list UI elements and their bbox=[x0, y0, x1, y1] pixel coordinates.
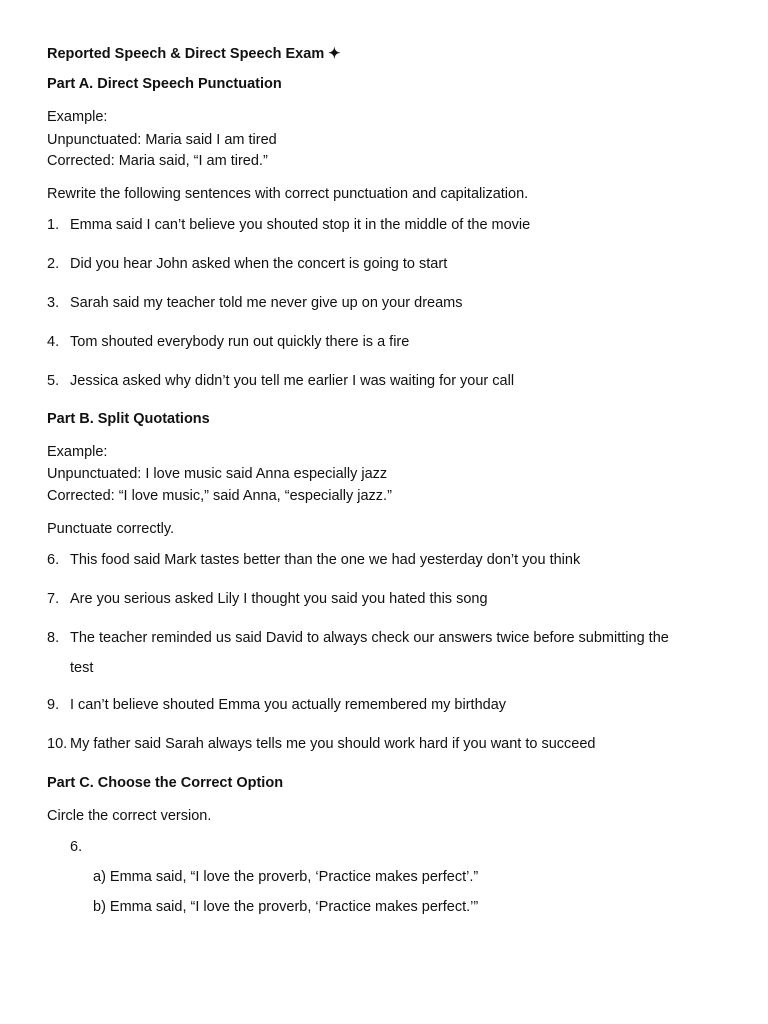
option-b: b) Emma said, “I love the proverb, ‘Practice makes perfect.’” bbox=[93, 899, 479, 915]
question-text: The teacher reminded us said David to always check our answers twice before submitting the bbox=[70, 630, 669, 646]
question-text: Jessica asked why didn’t you tell me earlier I was waiting for your call bbox=[70, 373, 515, 389]
question-number: 9. bbox=[47, 697, 60, 713]
part-c-heading: Part C. Choose the Correct Option bbox=[47, 775, 284, 791]
part-b-example-unpunctuated: Unpunctuated: I love music said Anna especially jazz bbox=[47, 466, 388, 482]
question-text: My father said Sarah always tells me you should work hard if you want to succeed bbox=[70, 736, 596, 752]
part-a-example-corrected: Corrected: Maria said, “I am tired.” bbox=[47, 153, 268, 169]
part-a-instruction: Rewrite the following sentences with correct punctuation and capitalization. bbox=[47, 186, 529, 202]
part-c-instruction: Circle the correct version. bbox=[47, 808, 212, 824]
option-a: a) Emma said, “I love the proverb, ‘Practice makes perfect’.” bbox=[93, 869, 479, 885]
question-text: Emma said I can’t believe you shouted stop it in the middle of the movie bbox=[70, 217, 531, 233]
question-number: 8. bbox=[47, 630, 60, 646]
question-text: Did you hear John asked when the concert is going to start bbox=[70, 256, 448, 272]
question-text: This food said Mark tastes better than the one we had yesterday don’t you think bbox=[70, 552, 581, 568]
part-a-example-label: Example: bbox=[47, 109, 108, 125]
part-b-heading: Part B. Split Quotations bbox=[47, 411, 210, 427]
part-a-example-unpunctuated: Unpunctuated: Maria said I am tired bbox=[47, 132, 277, 148]
question-number: 10. bbox=[47, 736, 68, 752]
part-b-example-corrected: Corrected: “I love music,” said Anna, “especially jazz.” bbox=[47, 488, 392, 504]
question-text-continuation: test bbox=[70, 660, 94, 676]
question-text: I can’t believe shouted Emma you actually remembered my birthday bbox=[70, 697, 507, 713]
question-number: 6. bbox=[47, 552, 60, 568]
question-number: 5. bbox=[47, 373, 60, 389]
exam-title: Reported Speech & Direct Speech Exam ✦ bbox=[47, 46, 341, 62]
question-number: 7. bbox=[47, 591, 60, 607]
question-text: Tom shouted everybody run out quickly there is a fire bbox=[70, 334, 410, 350]
part-a-heading: Part A. Direct Speech Punctuation bbox=[47, 76, 282, 92]
part-c-question-number: 6. bbox=[70, 839, 83, 855]
question-number: 3. bbox=[47, 295, 60, 311]
question-number: 1. bbox=[47, 217, 60, 233]
question-text: Sarah said my teacher told me never give up on your dreams bbox=[70, 295, 463, 311]
part-b-instruction: Punctuate correctly. bbox=[47, 521, 175, 537]
question-number: 2. bbox=[47, 256, 60, 272]
part-b-example-label: Example: bbox=[47, 444, 108, 460]
question-number: 4. bbox=[47, 334, 60, 350]
question-text: Are you serious asked Lily I thought you said you hated this song bbox=[70, 591, 488, 607]
